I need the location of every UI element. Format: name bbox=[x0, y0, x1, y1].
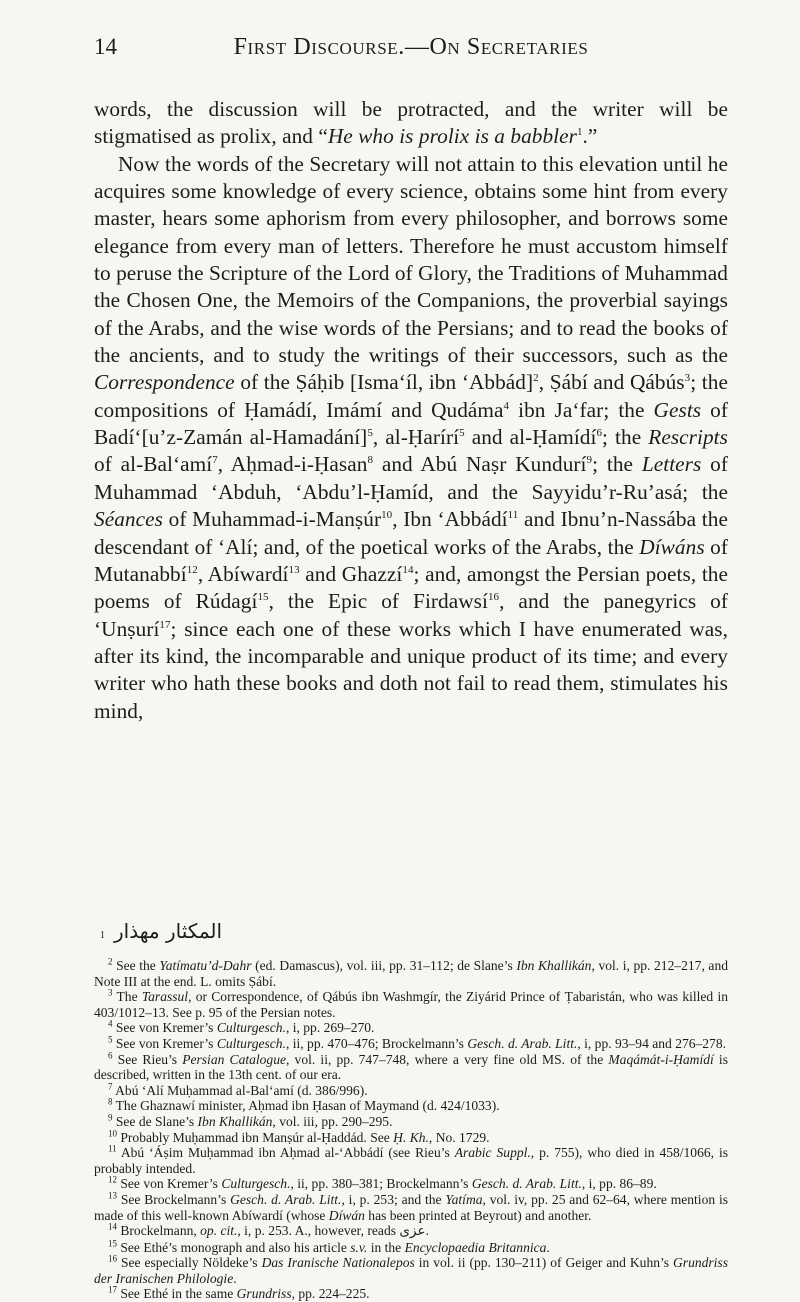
footnote-ref: 12 bbox=[186, 563, 198, 576]
text-run: of al-Bal‘amí bbox=[94, 452, 213, 477]
text-run: and al-Ḥamídí bbox=[464, 425, 597, 450]
footnote-ref: 6 bbox=[596, 427, 603, 440]
footnote-ref: 10 bbox=[381, 509, 393, 522]
text-run: See especially Nöldeke’s bbox=[117, 1255, 262, 1271]
arabic-proverb: المكثار مهذار bbox=[114, 919, 223, 943]
footnote-number: 3 bbox=[108, 987, 113, 998]
italic-title: Ibn Khallikán bbox=[197, 1113, 273, 1129]
text-run: , or Correspondence, of Qábús ibn Washmgír, the Ziyárid Prince of Ṭabaristán, who was killed in 403/1012–13. See p. 95 of the Persian notes. bbox=[94, 989, 728, 1020]
italic-title: Díwán bbox=[328, 1207, 365, 1223]
paragraph-2 bbox=[94, 151, 728, 725]
text-run: words, the discussion will be protracted, and the writer will be stigmatised as prolix, and “ bbox=[94, 97, 728, 149]
footnote-number: 8 bbox=[108, 1096, 113, 1107]
text-run: ; the bbox=[602, 425, 649, 450]
italic-title: Yatíma bbox=[445, 1191, 483, 1207]
footnote-16 bbox=[94, 1255, 728, 1286]
footnote-number: 17 bbox=[108, 1284, 117, 1295]
text-run: ibn Ja‘far; the bbox=[509, 397, 654, 422]
text-run: , i, p. 253. A., however, reads bbox=[237, 1223, 400, 1239]
footnote-2 bbox=[94, 958, 728, 989]
italic-title: He who is prolix is a babbler bbox=[327, 124, 577, 149]
footnote-number: 5 bbox=[108, 1034, 113, 1045]
italic-title: op. cit. bbox=[200, 1223, 238, 1239]
italic-title: Correspondence bbox=[94, 370, 235, 395]
text-run: of Muhammad-i-Manṣúr bbox=[162, 507, 382, 532]
text-run: See von Kremer’s bbox=[117, 1176, 222, 1192]
text-run: , and the panegyrics of ‘Unṣurí bbox=[94, 589, 728, 641]
text-run: , i, pp. 269–270. bbox=[285, 1020, 375, 1036]
footnote-12 bbox=[94, 1176, 728, 1192]
footnote-ref: 16 bbox=[487, 591, 500, 604]
footnote-15 bbox=[94, 1240, 728, 1256]
text-run: See Brockelmann’s bbox=[117, 1191, 231, 1207]
text-run: is described, written in the 13th cent. of our era. bbox=[94, 1051, 728, 1083]
footnote-4 bbox=[94, 1020, 728, 1036]
footnote-number: 12 bbox=[108, 1174, 117, 1185]
text-run: , Abíwardí bbox=[197, 561, 289, 586]
text-run: and Ghazzí bbox=[299, 561, 403, 586]
italic-title: Culturgesch. bbox=[216, 1035, 286, 1051]
text-run: , p. 755), who died in 458/1066, is probably intended. bbox=[94, 1145, 728, 1176]
text-run: Probably Muḥammad ibn Manṣúr al-Ḥaddád. See bbox=[117, 1129, 394, 1145]
text-run: of the Ṣáḥib [Isma‘íl, ibn ‘Abbád] bbox=[234, 370, 534, 395]
text-run: ; the bbox=[592, 452, 642, 477]
text-run: , i, p. 253; and the bbox=[341, 1191, 446, 1207]
footnote-ref: 5 bbox=[459, 427, 465, 440]
text-run: , No. 1729. bbox=[428, 1129, 490, 1145]
italic-title: Rescripts bbox=[648, 425, 728, 450]
italic-title: Maqámát-i-Ḥamídí bbox=[608, 1051, 714, 1067]
text-run: . bbox=[546, 1239, 550, 1255]
footnote-6 bbox=[94, 1052, 728, 1083]
text-run: , ii, pp. 380–381; Brockelmann’s bbox=[290, 1176, 472, 1192]
italic-title: Gesch. d. Arab. Litt. bbox=[471, 1176, 582, 1192]
italic-title: Das Iranische Nationalepos bbox=[261, 1255, 415, 1271]
text-run: (ed. Damascus), vol. iii, pp. 31–112; de Slane’s bbox=[251, 958, 517, 973]
footnote-14 bbox=[94, 1223, 728, 1240]
page-header bbox=[94, 34, 728, 68]
footnote-ref: 14 bbox=[402, 563, 414, 576]
paragraph-1 bbox=[94, 96, 728, 151]
text-run: , the Epic of Firdawsí bbox=[268, 589, 488, 614]
arabic-word: عزى bbox=[399, 1223, 426, 1240]
text-run: , Aḥmad-i-Ḥasan bbox=[217, 452, 368, 477]
text-run: See von Kremer’s bbox=[112, 1035, 217, 1051]
footnote-number: 7 bbox=[108, 1081, 113, 1092]
text-run: , vol. iv, pp. 25 and 62–64, where mention is made of this well-known Abíwardí (whose bbox=[94, 1191, 728, 1223]
footnote-ref: 7 bbox=[212, 454, 218, 467]
running-head: First Discourse.—On Secretaries bbox=[233, 34, 589, 60]
text-run: . bbox=[425, 1223, 429, 1239]
text-run: and Abú Naṣr Kundurí bbox=[373, 452, 587, 477]
text-run: , Ibn ‘Abbádí bbox=[392, 507, 508, 532]
footnote-number: 11 bbox=[108, 1143, 117, 1154]
text-run: Abú ‘Alí Muḥammad al-Bal‘amí (d. 386/996). bbox=[112, 1082, 368, 1098]
italic-title: Ibn Khallikán bbox=[516, 958, 592, 973]
text-run: , vol. iii, pp. 290–295. bbox=[272, 1113, 393, 1129]
footnote-13 bbox=[94, 1192, 728, 1223]
italic-title: Arabic Suppl. bbox=[454, 1145, 531, 1161]
footnote-number: 2 bbox=[108, 956, 113, 967]
text-run: The Ghaznawí minister, Aḥmad ibn Ḥasan of Maymand (d. 424/1033). bbox=[112, 1098, 500, 1114]
text-run: Abú ‘Áṣim Muḥammad ibn Aḥmad al-‘Abbádí (see Rieu’s bbox=[116, 1145, 455, 1161]
footnote-ref: 15 bbox=[257, 591, 269, 604]
text-run: , pp. 224–225. bbox=[291, 1286, 370, 1302]
main-text bbox=[94, 96, 728, 725]
text-run: , Ṣábí and Qábús bbox=[538, 370, 685, 395]
text-run: , i, pp. 86–89. bbox=[581, 1176, 657, 1192]
text-run: in vol. ii (pp. 130–211) of Geiger and Kuhn’s bbox=[414, 1255, 674, 1271]
italic-title: s.v. bbox=[350, 1239, 368, 1255]
text-run: , ii, pp. 470–476; Brockelmann’s bbox=[285, 1035, 468, 1051]
text-run: of Mutanabbí bbox=[94, 534, 728, 586]
footnote-11 bbox=[94, 1145, 728, 1176]
footnote-ref: 1 bbox=[576, 126, 583, 139]
italic-title: Gests bbox=[653, 397, 702, 422]
text-run: .” bbox=[582, 124, 598, 149]
footnote-3 bbox=[94, 989, 728, 1020]
italic-title: Séances bbox=[94, 507, 163, 532]
footnote-ref: 11 bbox=[507, 509, 519, 522]
footnotes bbox=[94, 919, 728, 1302]
text-run: of Badí‘[u’z-Zamán al-Hamadání] bbox=[94, 397, 729, 450]
text-run: , i, pp. 93–94 and 276–278. bbox=[577, 1035, 726, 1051]
text-run: See Ethé’s monograph and also his article bbox=[117, 1239, 351, 1255]
footnote-number: 13 bbox=[108, 1190, 117, 1201]
footnote-8 bbox=[94, 1098, 728, 1114]
footnote-number: 1 bbox=[100, 930, 105, 941]
italic-title: Tarassul bbox=[141, 989, 189, 1005]
footnote-number: 6 bbox=[108, 1050, 113, 1061]
text-run: ; since each one of these works which I have enumerated was, after its kind, the incomparable and unique product of its time; and every writer who hath these books and doth not fail to read them, stimulates his mind, bbox=[94, 616, 728, 723]
footnote-number: 16 bbox=[108, 1253, 117, 1264]
text-run: has been printed at Beyrout) and another. bbox=[364, 1207, 592, 1223]
italic-title: Encyclopaedia Britannica bbox=[404, 1239, 547, 1255]
text-run: The bbox=[112, 989, 142, 1005]
italic-title: Letters bbox=[641, 452, 702, 477]
footnote-ref: 8 bbox=[367, 454, 374, 467]
text-run: See von Kremer’s bbox=[112, 1020, 217, 1036]
footnote-number: 4 bbox=[108, 1018, 113, 1029]
footnote-ref: 3 bbox=[684, 372, 691, 385]
footnote-number: 15 bbox=[108, 1238, 117, 1249]
text-run: , vol. i, pp. 212–217, and Note III at the end. L. omits Ṣábí. bbox=[94, 958, 728, 989]
text-run: See Rieu’s bbox=[112, 1051, 183, 1067]
footnote-1 bbox=[94, 919, 728, 954]
text-run: , vol. ii, pp. 747–748, where a very fine old MS. of the bbox=[285, 1051, 609, 1067]
text-run: , al-Ḥarírí bbox=[372, 425, 460, 450]
footnote-10 bbox=[94, 1130, 728, 1146]
footnote-list bbox=[94, 958, 728, 1302]
text-run: See Ethé in the same bbox=[117, 1286, 237, 1302]
italic-title: Díwáns bbox=[639, 534, 705, 559]
text-run: See de Slane’s bbox=[112, 1113, 198, 1129]
footnote-ref: 2 bbox=[533, 372, 539, 385]
page-number: 14 bbox=[94, 34, 117, 59]
italic-title: Gesch. d. Arab. Litt. bbox=[230, 1191, 342, 1207]
italic-title: Grundriss der Iranischen Philologie bbox=[94, 1255, 728, 1286]
italic-title: Culturgesch. bbox=[221, 1176, 291, 1192]
footnote-number: 9 bbox=[108, 1112, 113, 1123]
text-run: See the bbox=[112, 958, 160, 973]
italic-title: Grundriss bbox=[236, 1286, 292, 1302]
text-run: of Muhammad ‘Abduh, ‘Abdu’l-Ḥamíd, and the Sayyidu’r-Ru’asá; the bbox=[94, 452, 729, 504]
text-run: ; the compositions of Ḥamádí, Imámí and Qudáma bbox=[94, 370, 728, 422]
text-run: ; and, amongst the Persian poets, the poems of Rúdagí bbox=[94, 561, 728, 614]
footnote-7 bbox=[94, 1083, 728, 1099]
text-run: . bbox=[233, 1270, 237, 1286]
text-run: Now the words of the Secretary will not attain to this elevation until he acquires some knowledge of every science, obtains some hint from every master, hears some aphorism from every philosopher, and borrows some elegance from every man of letters. Therefore he must accustom himself to peruse the Scripture of the Lord of Glory, the Traditions of Muhammad the Chosen One, the Memoirs of the Companions, the proverbial sayings of the Arabs, and the wise words of the Persians; and to read the books of the ancients, and to study the writings of their successors, such as the bbox=[94, 151, 728, 368]
italic-title: Culturgesch. bbox=[216, 1020, 286, 1036]
text-run: Brockelmann, bbox=[117, 1223, 201, 1239]
text-run: in the bbox=[367, 1239, 405, 1255]
footnote-9 bbox=[94, 1114, 728, 1130]
text-run: and Ibnu’n-Nassába the descendant of ‘Alí; and, of the poetical works of the Arabs, the bbox=[94, 507, 728, 559]
footnote-5 bbox=[94, 1036, 728, 1052]
footnote-number: 14 bbox=[108, 1221, 117, 1232]
italic-title: Gesch. d. Arab. Litt. bbox=[467, 1035, 578, 1051]
italic-title: Persian Catalogue bbox=[182, 1051, 286, 1067]
italic-title: Ḥ. Kh. bbox=[393, 1129, 429, 1145]
footnote-ref: 9 bbox=[586, 454, 593, 467]
footnote-number: 10 bbox=[108, 1128, 117, 1139]
footnote-ref: 13 bbox=[288, 563, 300, 576]
footnote-ref: 5 bbox=[367, 427, 373, 440]
footnote-ref: 4 bbox=[503, 399, 510, 412]
italic-title: Yatímatu’d-Dahr bbox=[159, 958, 252, 973]
footnote-ref: 17 bbox=[159, 618, 171, 631]
